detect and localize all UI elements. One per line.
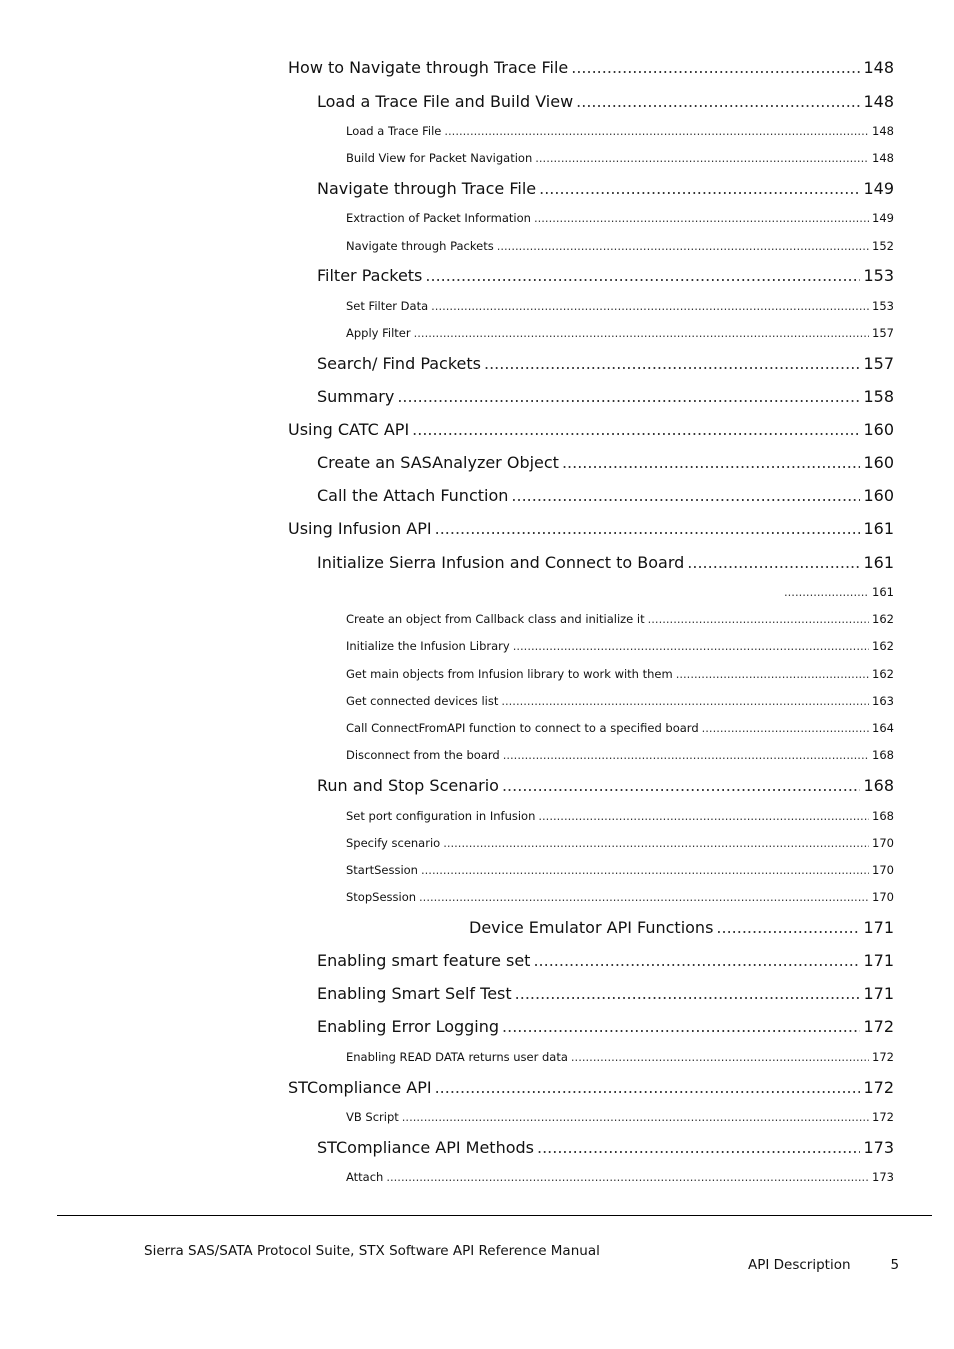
toc-entry-title: VB Script xyxy=(346,1110,399,1124)
toc-entry-page: 173 xyxy=(863,1138,894,1157)
toc-leader-dots xyxy=(534,211,869,225)
toc-entry-page: 157 xyxy=(863,354,894,373)
toc-entry[interactable] xyxy=(346,748,894,762)
toc-entry[interactable] xyxy=(346,1110,894,1124)
toc-leader-dots xyxy=(414,326,869,340)
toc-entry[interactable] xyxy=(317,951,894,970)
toc-entry-title: Build View for Packet Navigation xyxy=(346,151,533,165)
toc-entry-page: 160 xyxy=(863,420,894,439)
toc-entry-title: Disconnect from the board xyxy=(346,748,500,762)
toc-entry-title: Attach xyxy=(346,1170,384,1184)
toc-entry[interactable] xyxy=(317,179,894,198)
toc-entry[interactable] xyxy=(346,1050,894,1064)
toc-entry[interactable] xyxy=(346,239,894,253)
toc-entry-page: 148 xyxy=(872,151,894,165)
toc-leader-dots xyxy=(571,58,860,77)
toc-leader-dots xyxy=(502,776,860,795)
toc-entry[interactable] xyxy=(288,1078,894,1097)
toc-leader-dots xyxy=(576,92,860,111)
toc-entry-page: 172 xyxy=(863,1078,894,1097)
toc-leader-dots xyxy=(431,299,869,313)
toc-entry-title: Device Emulator API Functions xyxy=(469,918,714,937)
toc-entry[interactable] xyxy=(317,453,894,472)
toc-entry-page: 172 xyxy=(872,1050,894,1064)
footer-divider xyxy=(57,1215,932,1216)
toc-entry-page: 161 xyxy=(872,585,894,599)
toc-leader-dots xyxy=(402,1110,869,1124)
toc-entry-title: Using CATC API xyxy=(288,420,410,439)
toc-entry-title: Initialize Sierra Infusion and Connect to Board xyxy=(317,553,685,572)
toc-leader-dots xyxy=(397,387,860,406)
toc-leader-dots xyxy=(503,748,869,762)
toc-leader-dots xyxy=(538,809,869,823)
toc-entry-page: 158 xyxy=(863,387,894,406)
toc-leader-dots xyxy=(571,1050,869,1064)
toc-entry-page: 168 xyxy=(872,748,894,762)
footer-manual-title: Sierra SAS/SATA Protocol Suite, STX Software API Reference Manual xyxy=(144,1243,600,1259)
toc-entry[interactable] xyxy=(346,809,894,823)
toc-entry-title: Call ConnectFromAPI function to connect to a specified board xyxy=(346,721,699,735)
toc-entry-page: 162 xyxy=(872,639,894,653)
toc-entry[interactable] xyxy=(781,585,894,599)
toc-leader-dots xyxy=(444,124,869,138)
toc-entry-page: 164 xyxy=(872,721,894,735)
toc-entry-page: 171 xyxy=(863,918,894,937)
toc-entry[interactable] xyxy=(346,1170,894,1184)
toc-entry-page: 171 xyxy=(863,951,894,970)
toc-entry[interactable] xyxy=(317,266,894,285)
toc-leader-dots xyxy=(648,612,869,626)
toc-entry-page: 149 xyxy=(872,211,894,225)
toc-entry-page: 170 xyxy=(872,863,894,877)
toc-entry-page: 173 xyxy=(872,1170,894,1184)
toc-entry-page: 161 xyxy=(863,519,894,538)
toc-entry-title: Enabling Error Logging xyxy=(317,1017,500,1036)
toc-entry-title: Initialize the Infusion Library xyxy=(346,639,510,653)
toc-entry[interactable] xyxy=(346,326,894,340)
toc-entry-title: Load a Trace File and Build View xyxy=(317,92,574,111)
toc-leader-dots xyxy=(562,453,861,472)
toc-entry[interactable] xyxy=(346,124,894,138)
toc-entry-title: Create an object from Callback class and initialize it xyxy=(346,612,645,626)
toc-entry-title: Create an SASAnalyzer Object xyxy=(317,453,559,472)
toc-entry-page: 172 xyxy=(863,1017,894,1036)
toc-entry[interactable] xyxy=(288,519,894,538)
toc-entry[interactable] xyxy=(288,420,894,439)
toc-entry[interactable] xyxy=(317,1138,894,1157)
footer-page-number: 5 xyxy=(890,1257,900,1273)
toc-entry-page: 162 xyxy=(872,612,894,626)
toc-entry[interactable] xyxy=(346,639,894,653)
toc-entry[interactable] xyxy=(317,984,894,1003)
toc-leader-dots xyxy=(687,553,860,572)
toc-entry-title: Load a Trace File xyxy=(346,124,442,138)
toc-entry-page: 170 xyxy=(872,890,894,904)
toc-entry-page: 157 xyxy=(872,326,894,340)
toc-entry[interactable] xyxy=(346,211,894,225)
toc-entry-page: 162 xyxy=(872,667,894,681)
toc-entry-page: 160 xyxy=(863,453,894,472)
toc-entry-title: Apply Filter xyxy=(346,326,411,340)
toc-leader-dots xyxy=(386,1170,869,1184)
toc-entry[interactable] xyxy=(317,553,894,572)
toc-leader-dots xyxy=(435,519,861,538)
toc-leader-dots xyxy=(513,639,869,653)
toc-entry-page: 153 xyxy=(863,266,894,285)
toc-entry[interactable] xyxy=(346,694,894,708)
toc-entry[interactable] xyxy=(317,387,894,406)
toc-entry-title: STCompliance API Methods xyxy=(317,1138,534,1157)
toc-entry-page: 163 xyxy=(872,694,894,708)
toc-entry-title: Enabling READ DATA returns user data xyxy=(346,1050,568,1064)
toc-leader-dots xyxy=(419,890,869,904)
toc-entry-title: Set Filter Data xyxy=(346,299,429,313)
toc-leader-dots xyxy=(676,667,869,681)
toc-entry-page: 152 xyxy=(872,239,894,253)
toc-entry-title: How to Navigate through Trace File xyxy=(288,58,569,77)
toc-entry-title: Enabling smart feature set xyxy=(317,951,531,970)
toc-entry-title: Navigate through Trace File xyxy=(317,179,537,198)
toc-entry-page: 160 xyxy=(863,486,894,505)
toc-leader-dots xyxy=(421,863,869,877)
toc-entry-page: 172 xyxy=(872,1110,894,1124)
toc-entry-page: 149 xyxy=(863,179,894,198)
toc-entry[interactable] xyxy=(346,151,894,165)
toc-entry[interactable] xyxy=(317,486,894,505)
toc-entry-page: 148 xyxy=(863,58,894,77)
toc-leader-dots xyxy=(515,984,861,1003)
toc-leader-dots xyxy=(412,420,860,439)
toc-entry[interactable] xyxy=(317,776,894,795)
toc-leader-dots xyxy=(537,1138,860,1157)
toc-leader-dots xyxy=(425,266,860,285)
toc-leader-dots xyxy=(501,694,869,708)
toc-leader-dots xyxy=(535,151,869,165)
toc-entry-title: Extraction of Packet Information xyxy=(346,211,531,225)
toc-entry-title: Search/ Find Packets xyxy=(317,354,481,373)
toc-leader-dots xyxy=(539,179,860,198)
toc-leader-dots xyxy=(716,918,860,937)
toc-entry[interactable] xyxy=(469,918,894,937)
toc-leader-dots xyxy=(435,1078,861,1097)
toc-entry-title: Navigate through Packets xyxy=(346,239,494,253)
toc-entry-title: STCompliance API xyxy=(288,1078,432,1097)
toc-leader-dots xyxy=(511,486,860,505)
toc-entry[interactable] xyxy=(346,836,894,850)
toc-entry-page: 148 xyxy=(872,124,894,138)
toc-entry[interactable] xyxy=(346,299,894,313)
toc-entry-title: Get main objects from Infusion library to work with them xyxy=(346,667,673,681)
toc-entry-title: Specify scenario xyxy=(346,836,441,850)
toc-leader-dots xyxy=(784,585,869,599)
toc-entry-page: 153 xyxy=(872,299,894,313)
toc-entry[interactable] xyxy=(346,667,894,681)
toc-entry-title: StartSession xyxy=(346,863,418,877)
toc-leader-dots xyxy=(702,721,869,735)
toc-entry-page: 161 xyxy=(863,553,894,572)
footer-section-name: API Description xyxy=(748,1257,851,1273)
toc-entry[interactable] xyxy=(317,1017,894,1036)
toc-entry[interactable] xyxy=(346,863,894,877)
toc-leader-dots xyxy=(502,1017,860,1036)
toc-entry-page: 148 xyxy=(863,92,894,111)
footer-section-info xyxy=(748,1257,899,1273)
toc-entry-page: 171 xyxy=(863,984,894,1003)
toc-leader-dots xyxy=(497,239,869,253)
toc-entry[interactable] xyxy=(346,890,894,904)
toc-leader-dots xyxy=(443,836,869,850)
toc-entry-title: Enabling Smart Self Test xyxy=(317,984,512,1003)
toc-entry-title: Using Infusion API xyxy=(288,519,432,538)
toc-entry-page: 170 xyxy=(872,836,894,850)
toc-entry[interactable] xyxy=(288,58,894,77)
toc-entry-title: Get connected devices list xyxy=(346,694,499,708)
toc-entry-title: StopSession xyxy=(346,890,417,904)
toc-entry[interactable] xyxy=(346,612,894,626)
toc-entry-title: Set port configuration in Infusion xyxy=(346,809,536,823)
toc-leader-dots xyxy=(533,951,860,970)
toc-entry-title: Summary xyxy=(317,387,395,406)
toc-entry-title: Run and Stop Scenario xyxy=(317,776,499,795)
toc-leader-dots xyxy=(484,354,860,373)
toc-entry-title: Filter Packets xyxy=(317,266,423,285)
toc-entry[interactable] xyxy=(317,354,894,373)
toc-entry-page: 168 xyxy=(863,776,894,795)
toc-entry-title: Call the Attach Function xyxy=(317,486,509,505)
toc-entry-page: 168 xyxy=(872,809,894,823)
toc-entry[interactable] xyxy=(317,92,894,111)
toc-entry[interactable] xyxy=(346,721,894,735)
